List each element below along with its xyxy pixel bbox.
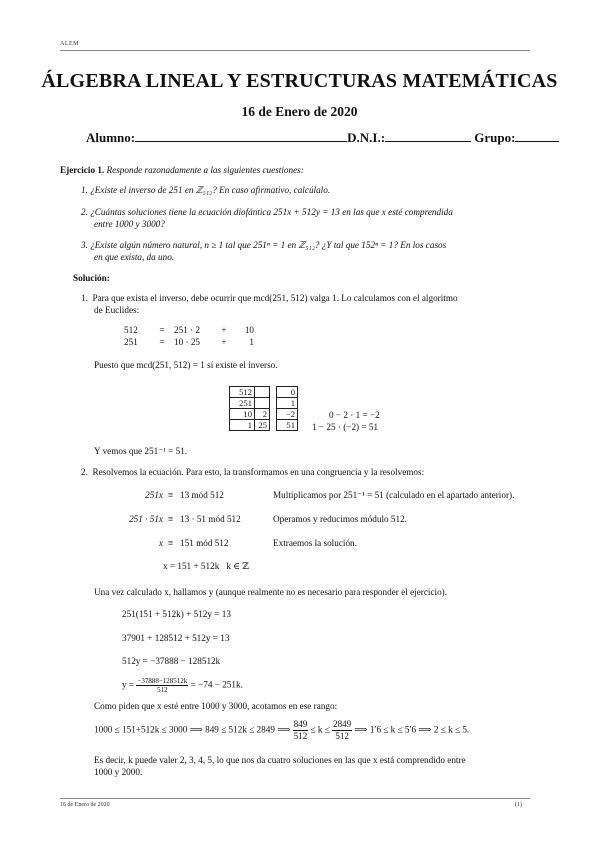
eq4-lhs: y =	[122, 679, 135, 690]
cong-note: Multiplicamos por 251⁻¹ = 51 (calculado en el apartado anterior).	[273, 490, 515, 500]
running-header: ALEM	[60, 41, 79, 47]
div-lhs: 512	[124, 325, 138, 335]
general-solution: x = 151 + 512k k ∈ ℤ	[163, 561, 249, 571]
student-fields	[86, 130, 559, 146]
div-prod: 10 · 25	[174, 337, 201, 347]
footer-date: 16 de Enero de 2020	[60, 802, 110, 808]
table-row	[230, 409, 298, 420]
cong-note: Extraemos la solución.	[273, 538, 357, 548]
table-cell	[255, 387, 270, 398]
question-2	[81, 207, 453, 218]
equation-2: 37901 + 128512 + 512y = 13	[122, 633, 230, 643]
cong-lhs: 251 · 51x	[129, 514, 163, 524]
cong-lhs: x	[158, 538, 163, 548]
table-row	[230, 398, 298, 409]
final-line-1: Es decir, k puede valer 2, 3, 4, 5, lo que nos da cuatro soluciones en las que x está comprendido entre	[94, 755, 466, 765]
sol1-line2: de Euclides:	[94, 305, 140, 315]
exercise-label: Ejercicio 1.	[60, 165, 105, 175]
fraction-numerator: 2849	[333, 719, 352, 729]
table-cell: 512	[230, 387, 255, 398]
table-cell	[270, 420, 277, 431]
table-cell: 2	[255, 409, 270, 420]
div-eq: =	[159, 325, 165, 335]
item-text: Resolvemos la ecuación. Para esto, la transformamos en una congruencia y la resolvemos:	[92, 467, 425, 477]
div-lhs: 251	[124, 337, 138, 347]
exercise-heading	[60, 165, 304, 176]
question-1	[81, 185, 330, 196]
page-title: ÁLGEBRA LINEAL Y ESTRUCTURAS MATEMÁTICAS	[41, 70, 558, 92]
cong-note: Operamos y reducimos módulo 512.	[273, 514, 407, 524]
question-number: 3.	[81, 240, 88, 250]
table-cell: 0	[277, 387, 298, 398]
dni-label: D.N.I.:	[347, 130, 386, 145]
question-2-cont: entre 1000 y 3000?	[94, 219, 165, 229]
equation-4	[122, 677, 243, 694]
table-cell	[270, 398, 277, 409]
fraction-numerator: 849	[293, 719, 308, 729]
div-plus: +	[221, 325, 227, 335]
range-intro: Como piden que x esté entre 1000 y 3000, acotamos en ese rango:	[94, 701, 338, 711]
question-text: ¿Cuántas soluciones tiene la ecuación diofántica 251x + 512y = 13 en las que x esté comprendida	[90, 207, 453, 217]
table-row	[230, 420, 298, 431]
final-line-2: 1000 y 2000.	[94, 767, 143, 777]
item-number: 1.	[81, 293, 88, 303]
solution-label: Solución:	[73, 273, 110, 283]
range-chain	[94, 719, 469, 742]
table-calc-1: 0 − 2 · 1 = −2	[329, 410, 380, 420]
cong-rel: ≡	[168, 538, 174, 548]
footer-rule	[60, 798, 530, 799]
range-middle: ≤ k ≤	[310, 724, 330, 735]
fraction-denominator: 512	[293, 731, 308, 741]
sol1-mcd-result: Puesto que mcd(251, 512) = 1 sí existe el inverso.	[94, 360, 278, 370]
table-cell: 1	[230, 420, 255, 431]
sol1-line1	[81, 293, 458, 304]
sol1-conclusion: Y vemos que 251⁻¹ = 51.	[94, 446, 188, 456]
exam-date: 16 de Enero de 2020	[241, 104, 358, 119]
question-text: ¿Existe algún número natural, n ≥ 1 tal que 251ⁿ = 1 en ℤ₅₁₂? ¿Y tal que 152ⁿ = 1? En los casos	[90, 240, 447, 250]
range-fraction-2	[332, 719, 352, 742]
division-line	[124, 325, 254, 336]
range-part-b: ⟹ 1′6 ≤ k ≤ 5′6 ⟹ 2 ≤ k ≤ 5.	[354, 724, 470, 735]
eq4-fraction	[136, 677, 188, 694]
table-cell	[255, 398, 270, 409]
cong-rel: ≡	[168, 514, 174, 524]
question-text: ¿Existe el inverso de 251 en ℤ₅₁₂? En caso afirmativo, calcúlalo.	[90, 185, 331, 195]
cong-rhs: 151 mód 512	[180, 538, 229, 548]
table-cell: 251	[230, 398, 255, 409]
fraction-denominator: 512	[157, 686, 168, 694]
question-3-cont: en que exista, da uno.	[94, 252, 175, 262]
table-row	[230, 387, 298, 398]
equation-3: 512y = −37888 − 128512k	[122, 656, 221, 666]
div-rem: 1	[249, 337, 254, 347]
fraction-denominator: 512	[335, 731, 349, 741]
cong-rel: ≡	[168, 490, 174, 500]
euclid-table	[229, 386, 298, 431]
table-cell: 51	[277, 420, 298, 431]
alumno-label: Alumno:	[86, 130, 136, 145]
table-cell	[270, 387, 277, 398]
table-cell	[270, 409, 277, 420]
range-fraction-1	[293, 719, 309, 742]
table-cell: 25	[255, 420, 270, 431]
equation-1: 251(151 + 512k) + 512y = 13	[122, 609, 231, 619]
question-number: 1.	[81, 185, 88, 195]
grupo-label: Grupo:	[474, 130, 516, 145]
table-cell: 1	[277, 398, 298, 409]
table-calc-2: 1 − 25 · (−2) = 51	[312, 422, 379, 432]
div-plus: +	[221, 337, 227, 347]
grupo-blank	[515, 130, 559, 142]
item-number: 2.	[81, 467, 88, 477]
eq4-rhs: = −74 − 251k.	[190, 679, 243, 690]
page-number: (1)	[515, 802, 522, 808]
division-line	[124, 337, 254, 348]
item-text: Para que exista el inverso, debe ocurrir que mcd(251, 512) valga 1. Lo calculamos con el algoritmo	[92, 293, 458, 303]
calc-y-intro: Una vez calculado x, hallamos y (aunque realmente no es necesario para responder el ejercicio).	[94, 587, 448, 597]
sol2-intro	[81, 467, 424, 478]
alumno-blank	[135, 130, 347, 142]
table-cell: −2	[277, 409, 298, 420]
dni-blank	[385, 130, 471, 142]
question-number: 2.	[81, 207, 88, 217]
exercise-prompt: Responde razonadamente a las siguientes cuestiones:	[106, 165, 304, 175]
div-prod: 251 · 2	[174, 325, 201, 335]
cong-rhs: 13 · 51 mód 512	[180, 514, 241, 524]
header-rule	[60, 50, 530, 51]
table-cell: 10	[230, 409, 255, 420]
cong-rhs: 13 mód 512	[180, 490, 224, 500]
fraction-numerator: −37888−128512k	[137, 677, 188, 685]
range-part-a: 1000 ≤ 151+512k ≤ 3000 ⟹ 849 ≤ 512k ≤ 2849 ⟹	[94, 724, 291, 735]
div-eq: =	[159, 337, 165, 347]
div-rem: 10	[244, 325, 254, 335]
cong-lhs: 251x	[145, 490, 163, 500]
question-3	[81, 240, 446, 251]
